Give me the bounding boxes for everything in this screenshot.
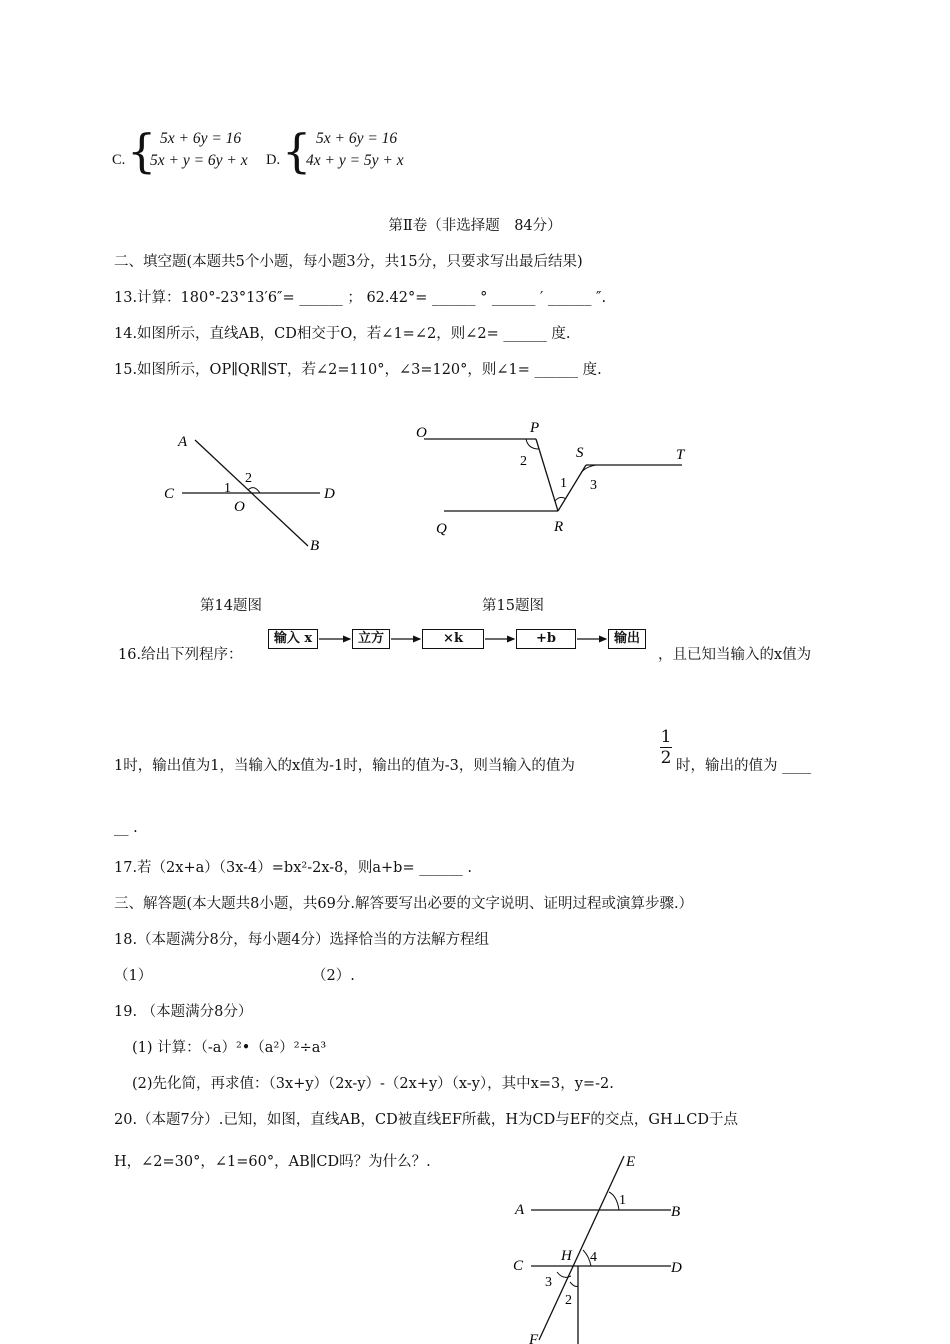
fig14-label-d: D — [324, 486, 335, 502]
fig14-caption: 第14题图 — [200, 598, 262, 614]
option-d-eq2: 4x + y = 5y + x — [306, 152, 404, 169]
fig20-label-2: 2 — [565, 1293, 572, 1308]
q16-prefix: 16.给出下列程序： — [118, 647, 243, 663]
q16-line2-a: 1时，输出值为1，当输入的x值为-1时，输出的值为-3，则当输入的值为 — [114, 758, 575, 774]
fig20-label-c: C — [513, 1258, 524, 1274]
option-c-eq2: 5x + y = 6y + x — [150, 152, 248, 169]
fig20-label-4: 4 — [590, 1250, 597, 1265]
q14-text: 14.如图所示，直线AB，CD相交于O，若∠1=∠2，则∠2= ______ 度. — [114, 326, 571, 342]
option-d-label: D. — [266, 152, 281, 168]
q13-text: 13.计算：180°-23°13′6″= ______ ； 62.42°= ______ ° ______ ′ ______ ″. — [114, 290, 607, 306]
figure-20 — [505, 1148, 705, 1344]
q20-line1: 20.（本题7分）.已知，如图，直线AB，CD被直线EF所截，H为CD与EF的交点，GH⊥CD于点 — [114, 1112, 738, 1128]
fig15-label-3: 3 — [590, 478, 597, 493]
fig20-label-b: B — [671, 1204, 681, 1220]
part3-heading: 三、解答题(本大题共8小题，共69分.解答要写出必要的文字说明、证明过程或演算步骤.） — [114, 896, 694, 912]
fig14-label-a: A — [178, 434, 188, 450]
fig20-label-a: A — [515, 1202, 525, 1218]
fig20-label-e: E — [626, 1154, 636, 1170]
section-title: 第Ⅱ卷（非选择题 84分） — [388, 218, 562, 234]
q12-options — [112, 126, 452, 186]
fig14-label-b: B — [310, 538, 320, 554]
fig15-label-r: R — [554, 519, 564, 535]
q16-suffix: ，且已知当输入的x值为 — [658, 647, 812, 663]
fig14-label-2: 2 — [245, 471, 252, 486]
q19-sub1: (1) 计算：（-a）²•（a²）²÷a³ — [132, 1040, 327, 1056]
fig15-label-o: O — [416, 425, 427, 441]
option-c-label: C. — [112, 152, 126, 168]
fig15-label-1: 1 — [560, 476, 567, 491]
fig20-label-f: F — [529, 1332, 539, 1344]
fraction-numerator: 1 — [660, 727, 672, 747]
fig14-label-c: C — [164, 486, 175, 502]
brace-d: { — [282, 124, 312, 178]
brace-c: { — [127, 124, 157, 178]
q18-sub1: （1） — [114, 968, 153, 984]
q19-title: 19. （本题满分8分） — [114, 1004, 253, 1020]
fig14-label-1: 1 — [224, 481, 231, 496]
fig15-label-t: T — [676, 447, 685, 463]
fig15-label-s: S — [576, 445, 584, 461]
q20-line2: H，∠2=30°，∠1=60°，AB∥CD吗？为什么？. — [114, 1154, 431, 1170]
fig15-label-q: Q — [436, 521, 447, 537]
part2-heading: 二、填空题(本题共5个小题，每小题3分，共15分，只要求写出最后结果) — [114, 254, 583, 270]
q16-line3: __ . — [114, 820, 138, 836]
flow-step-input: 输入 x — [268, 629, 318, 649]
fig20-label-3: 3 — [545, 1275, 552, 1290]
fig15-label-2: 2 — [520, 454, 527, 469]
q18-sub2: （2）. — [312, 968, 355, 984]
q15-text: 15.如图所示，OP∥QR∥ST，若∠2=110°，∠3=120°，则∠1= ______ 度. — [114, 362, 602, 378]
flow-step-output: 输出 — [608, 629, 646, 649]
fig20-label-h: H — [561, 1248, 572, 1264]
fig20-label-d: D — [671, 1260, 682, 1276]
q16-line2-b: 时，输出的值为 ____ — [676, 758, 812, 774]
flow-step-multiply: ×k — [422, 629, 484, 649]
flow-step-add: +b — [516, 629, 576, 649]
flow-arrows — [266, 628, 656, 654]
q18-title: 18.（本题满分8分，每小题4分）选择恰当的方法解方程组 — [114, 932, 490, 948]
fig15-label-p: P — [530, 420, 540, 436]
q17-text: 17.若（2x+a）（3x-4）=bx²-2x-8，则a+b= ______ . — [114, 860, 472, 876]
q16-fraction — [660, 728, 672, 767]
option-c-eq1: 5x + 6y = 16 — [160, 130, 242, 147]
fig20-label-1: 1 — [619, 1193, 626, 1208]
fig14-label-o: O — [234, 499, 245, 515]
fraction-denominator: 2 — [660, 748, 672, 768]
fig15-caption: 第15题图 — [482, 598, 544, 614]
figure-14 — [150, 420, 370, 565]
figure-15 — [410, 415, 700, 545]
q16-flowchart — [266, 628, 656, 654]
flow-step-cube: 立方 — [352, 629, 390, 649]
option-d-eq1: 5x + 6y = 16 — [316, 130, 398, 147]
q19-sub2: (2)先化简，再求值：（3x+y）（2x-y）-（2x+y）（x-y），其中x=3，y=-2. — [132, 1076, 614, 1092]
